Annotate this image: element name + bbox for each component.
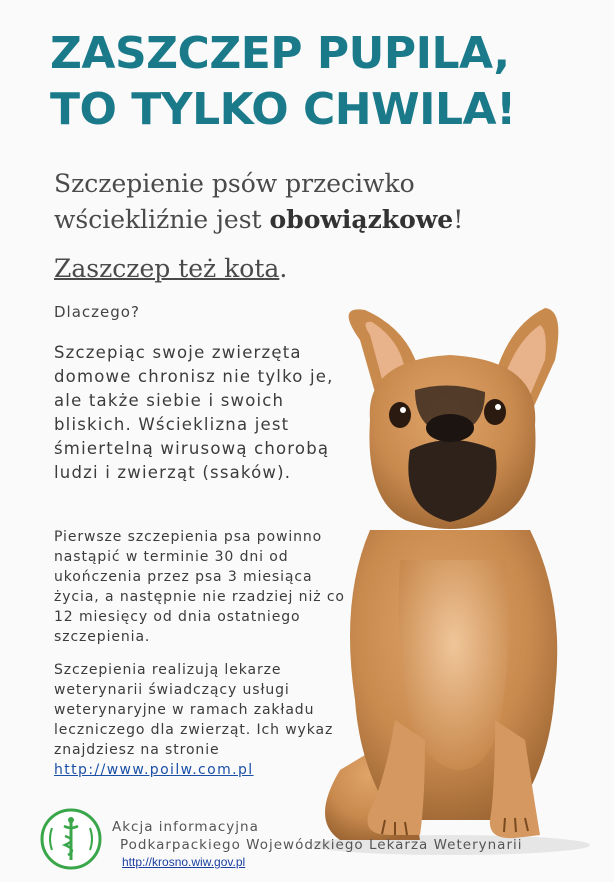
footer-line-2: Podkarpackiego Wojewódzkiego Lekarza Weterynarii [120,837,523,853]
french-bulldog-photo [300,300,600,860]
vaccinate-cat-underlined: Zaszczep też kota [54,254,280,283]
headline [50,26,590,138]
paragraph-3-text: Szczepienia realizują lekarze weterynarii świadczący usługi weterynaryjne w ramach zakładu leczniczego dla zwierząt. Ich wykaz znajdziesz na stronie [54,662,334,758]
lead-end: ! [453,205,464,234]
footer [112,818,552,870]
paragraph-2: Pierwsze szczepienia psa powinno nastąpić w terminie 30 dni od ukończenia przez psa 3 miesiąca życia, a następnie nie rzadziej niż co 12 miesięcy od dnia ostatniego szczepienia. [54,529,345,645]
lead-bold: obowiązkowe [269,205,454,234]
headline-line-1: ZASZCZEP PUPILA, [50,28,510,79]
vaccinate-cat-end: . [279,254,288,283]
lead-part-2: wściekliźnie jest [54,205,270,234]
poilw-link[interactable]: http://www.poilw.com.pl [54,762,254,778]
veterinary-caduceus-logo [40,808,102,870]
lead-part-1: Szczepienie psów przeciwko [54,169,415,198]
why-heading: Dlaczego? [54,303,140,321]
headline-line-2: TO TYLKO CHWILA! [50,84,516,135]
vaccinate-cat-line [54,252,287,286]
paragraph-1: Szczepiąc swoje zwierzęta domowe chronisz nie tylko je, ale także siebie i swoich bliskich. Wścieklizna jest śmiertelną wirusową chorobą ludzi i zwierząt (ssaków). [54,343,334,482]
footer-line-1: Akcja informacyjna [112,819,259,835]
wiw-link[interactable]: http://krosno.wiw.gov.pl [122,855,246,869]
lead-text [54,166,574,238]
